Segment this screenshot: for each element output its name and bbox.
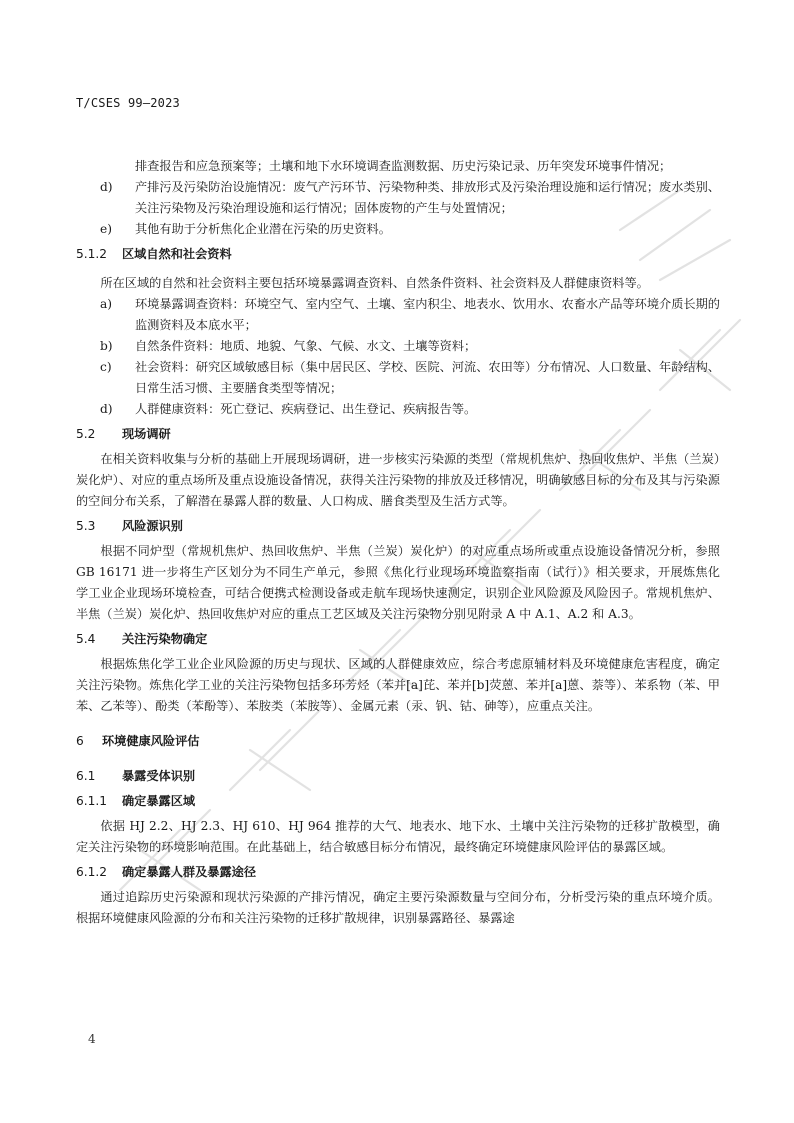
document-body: [76, 156, 720, 929]
list-text: 人群健康资料：死亡登记、疾病登记、出生登记、疾病报告等。: [135, 402, 477, 416]
section-number: 5.3: [76, 519, 96, 533]
list-marker: d): [100, 402, 113, 416]
list-marker: d): [100, 180, 113, 194]
list-item: [76, 294, 720, 336]
section-title: 确定暴露人群及暴露途径: [122, 865, 257, 879]
section-number: 5.2: [76, 427, 96, 441]
section-heading-5-2: [76, 424, 720, 445]
list-marker: e): [100, 222, 112, 236]
continued-paragraph: 排查报告和应急预案等；土壤和地下水环境调查监测数据、历史污染记录、历年突发环境事件情况；: [135, 159, 672, 173]
section-number: 6.1.1: [76, 794, 108, 808]
list-item: [76, 399, 720, 420]
section-heading-6-1-2: [76, 862, 720, 883]
section-heading-5-3: [76, 516, 720, 537]
list-item: [76, 336, 720, 357]
section-heading-6-1-1: [76, 791, 720, 812]
standard-code: T/CSES 99—2023: [76, 96, 180, 110]
list-marker: a): [100, 297, 113, 311]
list-text: 环境暴露调查资料：环境空气、室内空气、土壤、室内积尘、地表水、饮用水、农畜水产品等环境介质长期的监测资料及本底水平；: [135, 297, 720, 332]
page-number: 4: [88, 1032, 96, 1046]
section-number: 5.1.2: [76, 247, 108, 261]
list-text: 产排污及污染防治设施情况：废气产污环节、污染物种类、排放形式及污染治理设施和运行情况；废水类别、关注污染物及污染治理设施和运行情况；固体废物的产生与处置情况；: [135, 180, 720, 215]
section-title: 暴露受体识别: [122, 769, 196, 783]
list-marker: c): [100, 360, 112, 374]
section-number: 6: [76, 734, 84, 748]
list-marker: b): [100, 339, 113, 353]
list-text: 自然条件资料：地质、地貌、气象、气候、水文、土壤等资料；: [135, 339, 477, 353]
list-text: 其他有助于分析焦化企业潜在污染的历史资料。: [135, 222, 391, 236]
section-heading-5-1-2: [76, 244, 720, 265]
section-title: 关注污染物确定: [122, 632, 208, 646]
section-title: 风险源识别: [122, 519, 183, 533]
list-item: [76, 177, 720, 219]
chapter-heading-6: [76, 731, 720, 752]
section-number: 5.4: [76, 632, 96, 646]
paragraph: 根据炼焦化学工业企业风险源的历史与现状、区域的人群健康效应，综合考虑原辅材料及环境健康危害程度，确定关注污染物。炼焦化学工业的关注污染物包括多环芳烃（苯并[a]芘、苯并[b]荧蒽、苯并[a]蒽、萘等）、苯系物（苯、甲苯、乙苯等）、酚类（苯酚等）、苯胺类（苯胺等）、金属元素（汞、钒、钴、砷等），应重点关注。: [76, 657, 720, 713]
section-title: 环境健康风险评估: [102, 734, 200, 748]
paragraph: 通过追踪历史污染源和现状污染源的产排污情况，确定主要污染源数量与空间分布，分析受污染的重点环境介质。根据环境健康风险源的分布和关注污染物的迁移扩散规律，识别暴露路径、暴露途: [76, 890, 720, 925]
paragraph: 所在区域的自然和社会资料主要包括环境暴露调查资料、自然条件资料、社会资料及人群健康资料等。: [100, 276, 649, 290]
section-title: 现场调研: [122, 427, 171, 441]
list-item: [76, 357, 720, 399]
section-heading-5-4: [76, 629, 720, 650]
section-title: 区域自然和社会资料: [122, 247, 232, 261]
list-item: [76, 219, 720, 240]
section-number: 6.1: [76, 769, 96, 783]
paragraph: 根据不同炉型（常规机焦炉、热回收焦炉、半焦（兰炭）炭化炉）的对应重点场所或重点设施设备情况分析，参照 GB 16171 进一步将生产区划分为不同生产单元，参照《焦化行业现场环境监察指南（试行）》相关要求，开展炼焦化学工业企业现场环境检查，可结合便携式检测设备或走航车现场快速测定，识别企业风险源及风险因子。常规机焦炉、半焦（兰炭）炭化炉、热回收焦炉对应的重点工艺区域及关注污染物分别见附录 A 中 A.1、A.2 和 A.3。: [76, 544, 720, 621]
paragraph: 依据 HJ 2.2、HJ 2.3、HJ 610、HJ 964 推荐的大气、地表水、地下水、土壤中关注污染物的迁移扩散模型，确定关注污染物的环境影响范围。在此基础上，结合敏感目标分布情况，最终确定环境健康风险评估的暴露区域。: [76, 819, 720, 854]
paragraph: 在相关资料收集与分析的基础上开展现场调研，进一步核实污染源的类型（常规机焦炉、热回收焦炉、半焦（兰炭）炭化炉）、对应的重点场所及重点设施设备情况，获得关注污染物的排放及迁移情况，明确敏感目标的分布及其与污染源的空间分布关系，了解潜在暴露人群的数量、人口构成、膳食类型及生活方式等。: [76, 452, 720, 508]
list-text: 社会资料：研究区域敏感目标（集中居民区、学校、医院、河流、农田等）分布情况、人口数量、年龄结构、日常生活习惯、主要膳食类型等情况；: [135, 360, 720, 395]
section-title: 确定暴露区域: [122, 794, 196, 808]
section-heading-6-1: [76, 766, 720, 787]
section-number: 6.1.2: [76, 865, 108, 879]
